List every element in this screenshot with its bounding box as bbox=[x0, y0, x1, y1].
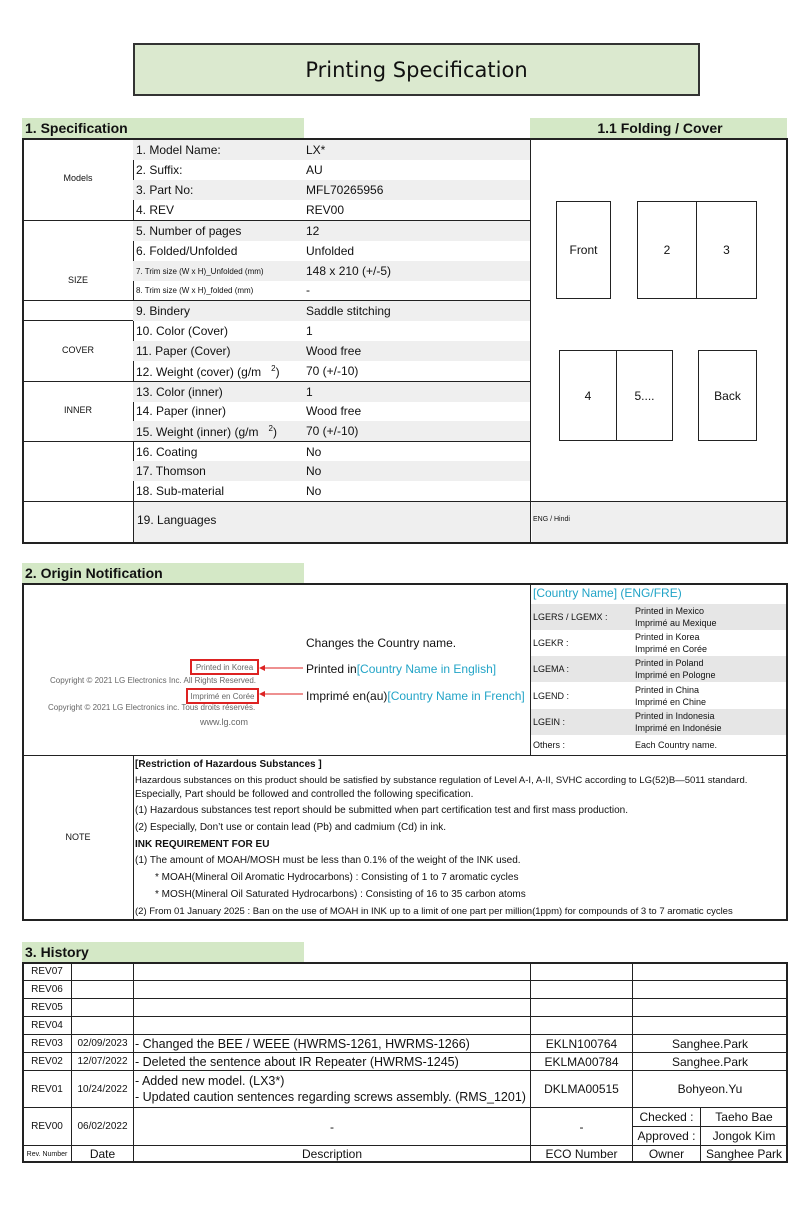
rev-desc: - Added new model. (LX3*) bbox=[135, 1074, 285, 1088]
note-line: Hazardous substances on this product should be satisfied by substance regulation of Level A-I, A-II, SVHC according to LG(52)B—5011 standard. bbox=[135, 775, 748, 786]
folding-heading: 1.1 Folding / Cover bbox=[530, 118, 787, 138]
changes-text: Changes the Country name. bbox=[306, 636, 457, 650]
rev-label: REV04 bbox=[31, 1020, 63, 1031]
rev-owner: Sanghee.Park bbox=[671, 1054, 749, 1069]
sample-copyright-en: Copyright © 2021 LG Electronics Inc. All Rights Reserved. bbox=[50, 676, 256, 685]
rev-eco: EKLMA00784 bbox=[544, 1054, 619, 1069]
spec-row: 5. Number of pages 12 bbox=[133, 221, 530, 241]
group-inner: INNER bbox=[63, 405, 92, 415]
footer-date: Date bbox=[89, 1147, 116, 1161]
rev-date: 02/09/2023 bbox=[77, 1038, 128, 1049]
rev-desc: - Deleted the sentence about IR Repeater (HWRMS-1245) bbox=[135, 1054, 459, 1069]
spec-row: 16. Coating No bbox=[136, 445, 322, 459]
group-models: Models bbox=[63, 173, 93, 183]
rev-desc: - Changed the BEE / WEEE (HWRMS-1261, HWRMS-1266) bbox=[135, 1036, 470, 1051]
spec-row: 6. Folded/Unfolded Unfolded bbox=[136, 244, 355, 258]
checked-label: Checked : bbox=[639, 1110, 694, 1124]
country-row: LGERS / LGEMX : Printed in Mexico Imprimé au Mexique bbox=[531, 604, 786, 630]
country-header: [Country Name] (ENG/FRE) bbox=[533, 586, 682, 600]
footer-desc: Description bbox=[301, 1147, 363, 1161]
checked-name: Taeho Bae bbox=[715, 1110, 773, 1124]
rev-eco: - bbox=[579, 1119, 584, 1134]
footer-signature: Sanghee Park bbox=[705, 1147, 783, 1161]
spec-row: 15. Weight (inner) (g/m $^2$) 70 (+/-10) bbox=[133, 421, 530, 441]
sample-printed-in: Printed in Korea bbox=[190, 659, 259, 675]
note-line: * MOSH(Mineral Oil Saturated Hydrocarbons) : Consisting of 16 to 35 carbon atoms bbox=[155, 889, 526, 900]
rev-date: 12/07/2022 bbox=[77, 1056, 128, 1067]
rev-label: REV06 bbox=[31, 984, 63, 995]
rev-label: REV00 bbox=[31, 1121, 63, 1132]
section1-heading: 1. Specification bbox=[22, 118, 304, 138]
imprime-line: Imprimé en(au)[Country Name in French] bbox=[306, 689, 525, 703]
note-line: [Restriction of Hazardous Substances ] bbox=[135, 759, 322, 770]
panel-back: Back bbox=[698, 350, 757, 441]
rev-desc: - Updated caution sentences regarding screws assembly. (RMS_1201) bbox=[135, 1090, 526, 1104]
footer-rev: Rev. Number bbox=[26, 1150, 68, 1158]
country-row: Others : Each Country name. bbox=[533, 740, 718, 750]
spec-row: 10. Color (Cover) 1 bbox=[136, 324, 313, 338]
rev-eco: DKLMA00515 bbox=[544, 1082, 619, 1096]
note-line: (2) From 01 January 2025 : Ban on the use of MOAH in INK up to a limit of one part per million(1ppm) for compounds of 3 to 7 aromatic cycles bbox=[135, 906, 733, 917]
rev-owner: Bohyeon.Yu bbox=[677, 1082, 743, 1096]
rev-label: REV07 bbox=[31, 966, 63, 977]
note-line: INK REQUIREMENT FOR EU bbox=[135, 839, 270, 850]
spec-row: 2. Suffix: AU bbox=[136, 163, 323, 177]
spec-row: 12. Weight (cover) (g/m $^2$) 70 (+/-10) bbox=[136, 363, 359, 379]
spec-row: 4. REV REV00 bbox=[136, 203, 345, 217]
footer-eco: ECO Number bbox=[545, 1147, 618, 1161]
rev-label: REV01 bbox=[31, 1083, 63, 1095]
group-cover: COVER bbox=[61, 345, 94, 355]
rev-label: REV05 bbox=[31, 1002, 63, 1013]
spec-row: 13. Color (inner) 1 bbox=[133, 382, 530, 402]
rev-date: 10/24/2022 bbox=[77, 1083, 128, 1095]
note-line: Especially, Part should be followed and controlled the following specification. bbox=[135, 789, 474, 800]
section2-heading: 2. Origin Notification bbox=[22, 563, 304, 583]
spec-row: 18. Sub-material No bbox=[136, 484, 322, 498]
approved-label: Approved : bbox=[637, 1129, 696, 1143]
rev-date: 06/02/2022 bbox=[77, 1121, 128, 1132]
footer-owner: Owner bbox=[648, 1147, 685, 1161]
spec-row: 1. Model Name: LX* bbox=[133, 140, 530, 160]
spec-row: 11. Paper (Cover) Wood free bbox=[133, 341, 530, 361]
rev-desc: - bbox=[330, 1119, 334, 1134]
languages-label: 19. Languages bbox=[137, 513, 217, 527]
arrow-icons bbox=[259, 660, 309, 700]
sample-copyright-fr: Copyright © 2021 LG Electronics inc. Tous droits réservés. bbox=[48, 703, 256, 712]
sample-imprime-en: Imprimé en Corée bbox=[186, 688, 259, 704]
country-row: LGEMA : Printed in Poland Imprimé en Pologne bbox=[531, 656, 786, 682]
spec-row: 7. Trim size (W x H)_Unfolded (mm) 148 x 210 (+/-5) bbox=[133, 261, 530, 281]
printed-in-line: Printed in[Country Name in English] bbox=[306, 662, 497, 676]
rev-owner: Sanghee.Park bbox=[671, 1036, 749, 1051]
spec-row: 17. Thomson No bbox=[133, 461, 530, 481]
country-row: LGEKR : Printed in Korea Imprimé en Corée bbox=[533, 632, 708, 654]
spec-row: 14. Paper (inner) Wood free bbox=[136, 404, 362, 418]
group-size: SIZE bbox=[67, 275, 88, 285]
panel-2: 2 bbox=[637, 201, 697, 299]
spec-row: 3. Part No: MFL70265956 bbox=[133, 180, 530, 200]
note-label: NOTE bbox=[65, 832, 91, 842]
panel-front: Front bbox=[556, 201, 611, 299]
spec-row: 9. Bindery Saddle stitching bbox=[133, 301, 530, 321]
note-line: * MOAH(Mineral Oil Aromatic Hydrocarbons) : Consisting of 1 to 7 aromatic cycles bbox=[155, 872, 519, 883]
panel-3: 3 bbox=[696, 201, 757, 299]
approved-name: Jongok Kim bbox=[712, 1129, 776, 1143]
note-line: (1) The amount of MOAH/MOSH must be less than 0.1% of the weight of the INK used. bbox=[135, 855, 521, 866]
spec-row: 8. Trim size (W x H)_folded (mm) - bbox=[136, 283, 310, 297]
page-title: Printing Specification bbox=[133, 43, 700, 96]
country-row: LGEND : Printed in China Imprimé en Chine bbox=[533, 685, 707, 707]
rev-label: REV02 bbox=[31, 1056, 63, 1067]
note-line: (2) Especially, Don’t use or contain lead (Pb) and cadmium (Cd) in ink. bbox=[135, 822, 447, 833]
section3-heading: 3. History bbox=[22, 942, 304, 962]
rev-eco: EKLN100764 bbox=[545, 1036, 618, 1051]
languages-value: ENG / Hindi bbox=[533, 516, 570, 523]
rev-label: REV03 bbox=[31, 1038, 63, 1049]
panel-5: 5.... bbox=[616, 350, 673, 441]
note-line: (1) Hazardous substances test report should be submitted when part certification test and first mass production. bbox=[135, 805, 629, 816]
sample-website: www.lg.com bbox=[200, 717, 249, 727]
country-row: LGEIN : Printed in Indonesia Imprimé en Indonésie bbox=[531, 709, 786, 735]
panel-4: 4 bbox=[559, 350, 617, 441]
